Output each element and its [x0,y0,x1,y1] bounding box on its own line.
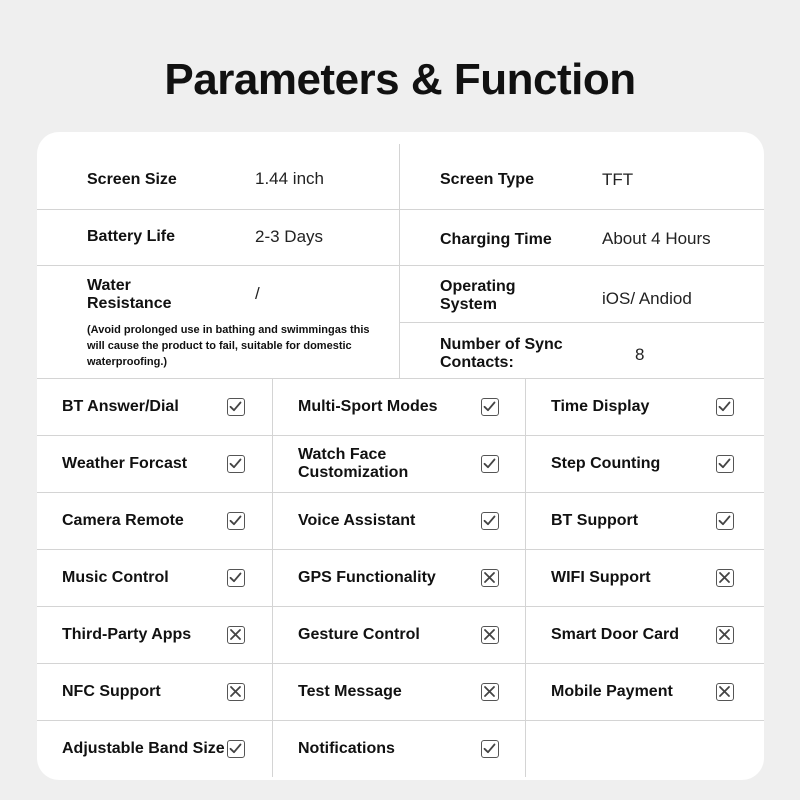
feature-label: Step Counting [551,455,661,472]
feature-cell [37,379,273,435]
feature-cell [37,607,273,663]
battery-life-value: 2-3 Days [255,227,324,246]
cross-icon [716,683,734,701]
feature-row [37,378,764,435]
sync-contacts-value: 8 [635,345,645,364]
feature-row [37,606,764,663]
checkmark-icon [481,398,499,416]
feature-label: Third-Party Apps [62,626,192,643]
checkmark-icon [716,512,734,530]
feature-cell [273,493,526,549]
feature-row [37,492,764,549]
water-resistance-note: (Avoid prolonged use in bathing and swimmingas this will cause the product to fail, suitable for domestic waterproofing.) [87,324,370,368]
feature-label: NFC Support [62,683,161,700]
page-title: Parameters & Function [164,55,636,104]
spec-card [37,132,764,780]
cross-icon [481,569,499,587]
cross-icon [227,626,245,644]
feature-label: GPS Functionality [298,569,436,586]
feature-label: Test Message [298,683,402,700]
feature-row [37,549,764,606]
feature-cell [526,436,764,492]
checkmark-icon [227,398,245,416]
cross-icon [481,626,499,644]
checkmark-icon [227,512,245,530]
battery-life-label: Battery Life [87,228,176,245]
cross-icon [716,569,734,587]
checkmark-icon [227,455,245,473]
spec-divider [399,322,764,323]
cross-icon [481,683,499,701]
checkmark-icon [227,569,245,587]
feature-cell [273,550,526,606]
spec-divider [37,209,764,210]
feature-cell [273,664,526,720]
feature-label: Multi-Sport Modes [298,398,438,415]
screen-size-label: Screen Size [87,171,177,188]
screen-type-label: Screen Type [440,171,534,188]
checkmark-icon [716,455,734,473]
spec-divider-vertical [399,144,400,378]
screen-size-value: 1.44 inch [255,169,324,188]
feature-cell [37,493,273,549]
checkmark-icon [481,740,499,758]
feature-label: Weather Forcast [62,455,188,472]
cross-icon [716,626,734,644]
feature-label: Smart Door Card [551,626,680,643]
feature-row [37,720,764,777]
feature-cell [526,664,764,720]
feature-label: Adjustable Band Size [62,740,225,757]
feature-label: Notifications [298,740,395,757]
feature-cell [37,436,273,492]
operating-system-label: Operating System [440,278,516,313]
feature-cell [526,607,764,663]
feature-cell [37,664,273,720]
feature-label: WIFI Support [551,569,651,586]
feature-cell [526,493,764,549]
water-resistance-value: / [255,284,260,303]
feature-cell [526,550,764,606]
feature-row [37,663,764,720]
feature-cell [37,721,273,777]
operating-system-value: iOS/ Andiod [602,289,692,308]
feature-cell [526,379,764,435]
feature-cell [273,607,526,663]
feature-row [37,435,764,492]
feature-cell [273,379,526,435]
checkmark-icon [481,512,499,530]
feature-label: Voice Assistant [298,512,416,529]
feature-cell [273,721,526,777]
water-resistance-label: Water Resistance [87,277,172,312]
screen-type-value: TFT [602,170,634,189]
feature-label: Watch Face Customization [298,446,409,481]
spec-divider [37,265,764,266]
feature-label: Mobile Payment [551,683,673,700]
feature-label: Camera Remote [62,512,184,529]
feature-cell [526,721,764,777]
checkmark-icon [227,740,245,758]
feature-label: Gesture Control [298,626,420,643]
sync-contacts-label: Number of Sync Contacts: [440,336,563,371]
cross-icon [227,683,245,701]
feature-cell [37,550,273,606]
checkmark-icon [481,455,499,473]
checkmark-icon [716,398,734,416]
feature-label: BT Support [551,512,639,529]
feature-cell [273,436,526,492]
charging-time-value: About 4 Hours [602,229,711,248]
charging-time-label: Charging Time [440,231,552,248]
feature-label: Music Control [62,569,169,586]
feature-label: Time Display [551,398,650,415]
feature-label: BT Answer/Dial [62,398,179,415]
